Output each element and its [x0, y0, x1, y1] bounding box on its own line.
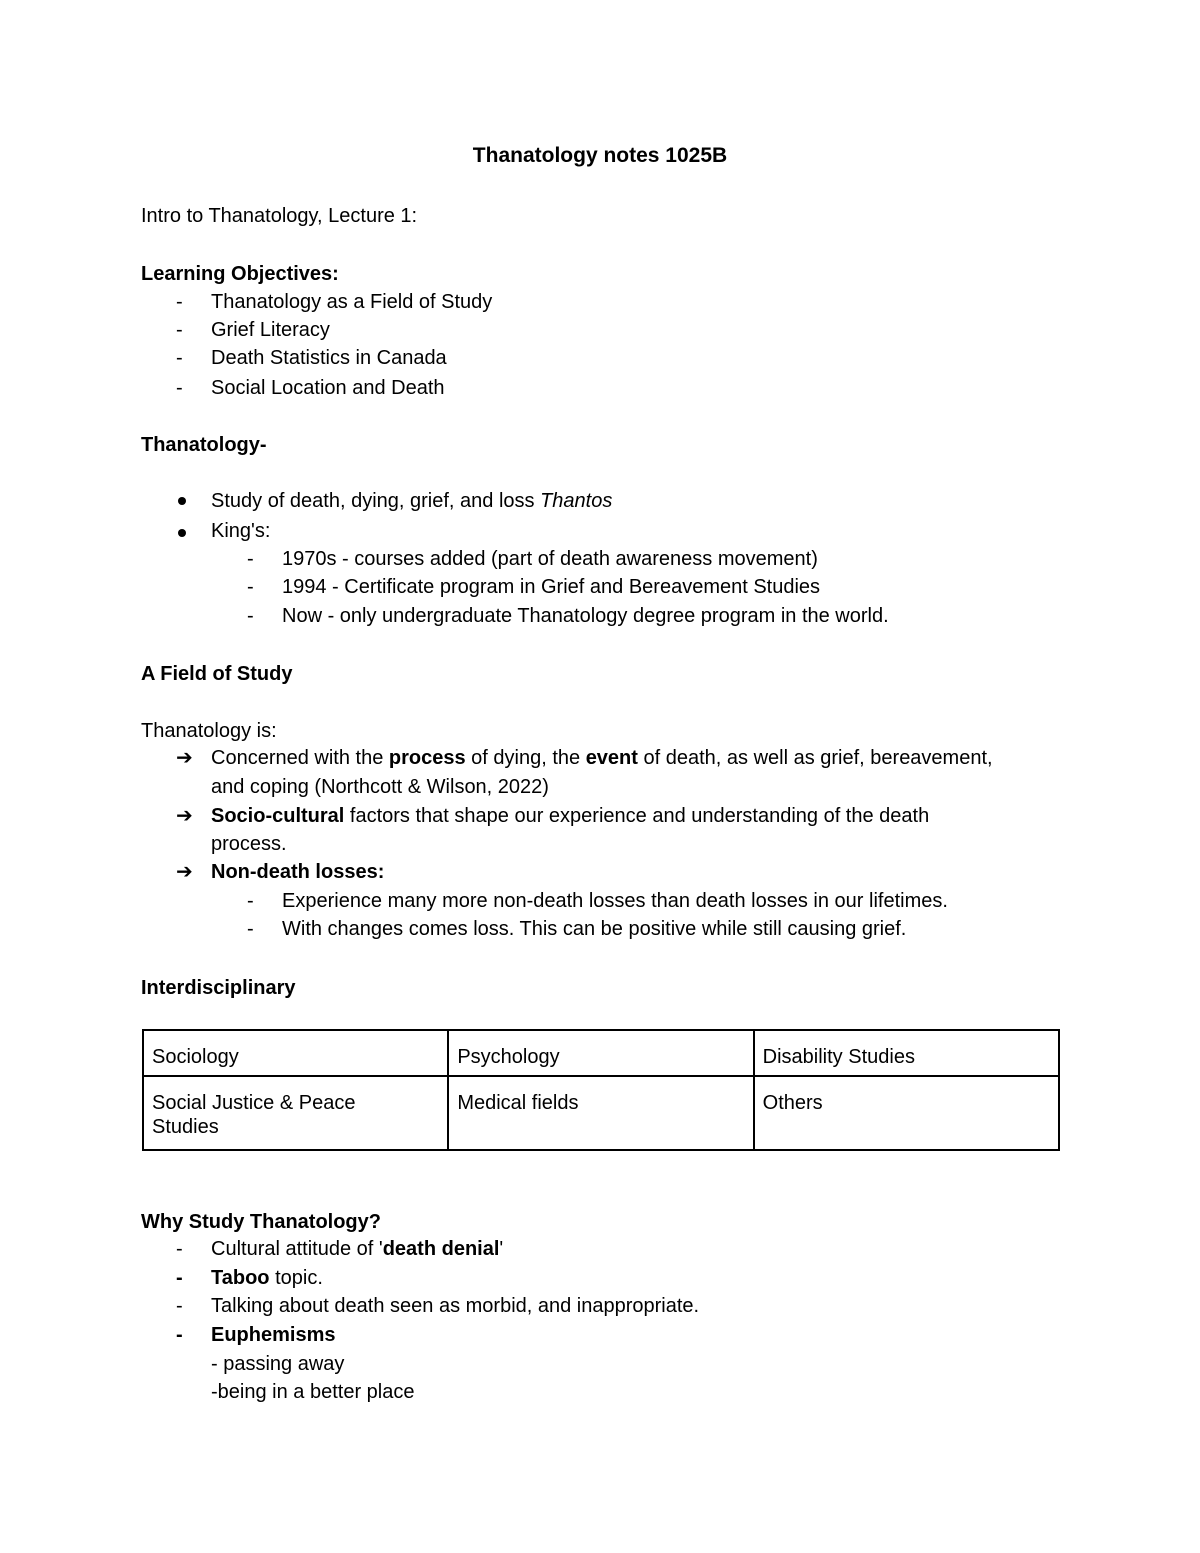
bold-run: event [585, 747, 638, 769]
euphemism-example: - passing away [211, 1353, 345, 1375]
bullet-icon [178, 497, 186, 505]
dash-marker: - [176, 1267, 183, 1289]
text-run: of dying, the [465, 747, 586, 769]
table-cell: Social Justice & Peace Studies [143, 1076, 448, 1150]
why-item-taboo [211, 1266, 323, 1290]
dash-marker: - [176, 319, 183, 341]
why-item-morbid: Talking about death seen as morbid, and inappropriate. [211, 1295, 700, 1317]
text-run: topic. [269, 1267, 323, 1289]
dash-marker: - [176, 1295, 183, 1317]
interdisciplinary-table [142, 1029, 1060, 1151]
field-of-study-heading: A Field of Study [141, 663, 293, 685]
arrow-right-icon: ➔ [176, 805, 193, 827]
dash-marker: - [176, 1238, 183, 1260]
arrow-item-sociocultural [211, 804, 929, 828]
arrow-item-process-line2: and coping (Northcott & Wilson, 2022) [211, 776, 549, 798]
thanatology-heading: Thanatology- [141, 434, 267, 456]
page-title: Thanatology notes 1025B [472, 144, 728, 167]
arrow-item-sociocultural-line2: process. [211, 833, 287, 855]
dash-marker: - [247, 605, 254, 627]
bold-run: death denial [382, 1238, 500, 1260]
list-item: Now - only undergraduate Thanatology degree program in the world. [282, 605, 889, 627]
table-row [143, 1076, 1059, 1150]
interdisciplinary-heading: Interdisciplinary [141, 977, 296, 999]
field-of-study-lead: Thanatology is: [141, 720, 277, 742]
text-run: factors that shape our experience and understanding of the death [344, 805, 930, 827]
bold-run: process [388, 747, 466, 769]
dash-marker: - [176, 347, 183, 369]
arrow-item-non-death-losses: Non-death losses: [211, 861, 385, 883]
list-item: Experience many more non-death losses than death losses in our lifetimes. [282, 890, 948, 912]
text-run: Cultural attitude of ' [211, 1238, 383, 1260]
list-item: Social Location and Death [211, 377, 445, 399]
dash-marker: - [176, 1324, 183, 1346]
why-study-heading: Why Study Thanatology? [141, 1211, 381, 1233]
dash-marker: - [247, 576, 254, 598]
text-run: Concerned with the [211, 747, 389, 769]
why-item-euphemisms: Euphemisms [211, 1324, 336, 1346]
dash-marker: - [176, 291, 183, 313]
table-cell: Medical fields [448, 1076, 753, 1150]
learning-objectives-heading: Learning Objectives: [141, 263, 339, 285]
definition-italic: Thantos [540, 490, 613, 512]
list-item: Death Statistics in Canada [211, 347, 447, 369]
text-run: of death, as well as grief, bereavement, [637, 747, 993, 769]
table-cell: Psychology [448, 1030, 753, 1076]
list-item: Thanatology as a Field of Study [211, 291, 493, 313]
definition-text: Study of death, dying, grief, and loss [211, 490, 541, 512]
bold-run: Socio-cultural [211, 805, 345, 827]
euphemism-example: -being in a better place [211, 1381, 415, 1403]
arrow-right-icon: ➔ [176, 861, 193, 883]
bold-run: Taboo [211, 1267, 270, 1289]
table-cell: Others [754, 1076, 1059, 1150]
thanatology-definition [211, 489, 612, 513]
table-row [143, 1030, 1059, 1076]
dash-marker: - [247, 890, 254, 912]
why-item-death-denial [211, 1237, 503, 1261]
list-item: Grief Literacy [211, 319, 330, 341]
text-run: ' [499, 1238, 504, 1260]
arrow-item-process [211, 746, 993, 770]
dash-marker: - [247, 548, 254, 570]
list-item: 1970s - courses added (part of death awareness movement) [282, 548, 818, 570]
dash-marker: - [176, 377, 183, 399]
dash-marker: - [247, 918, 254, 940]
table-cell: Disability Studies [754, 1030, 1059, 1076]
intro-line: Intro to Thanatology, Lecture 1: [141, 205, 418, 227]
kings-label: King's: [211, 520, 271, 542]
arrow-right-icon: ➔ [176, 747, 193, 769]
bullet-icon [178, 529, 186, 537]
list-item: With changes comes loss. This can be positive while still causing grief. [282, 918, 907, 940]
list-item: 1994 - Certificate program in Grief and Bereavement Studies [282, 576, 821, 598]
table-cell: Sociology [143, 1030, 448, 1076]
